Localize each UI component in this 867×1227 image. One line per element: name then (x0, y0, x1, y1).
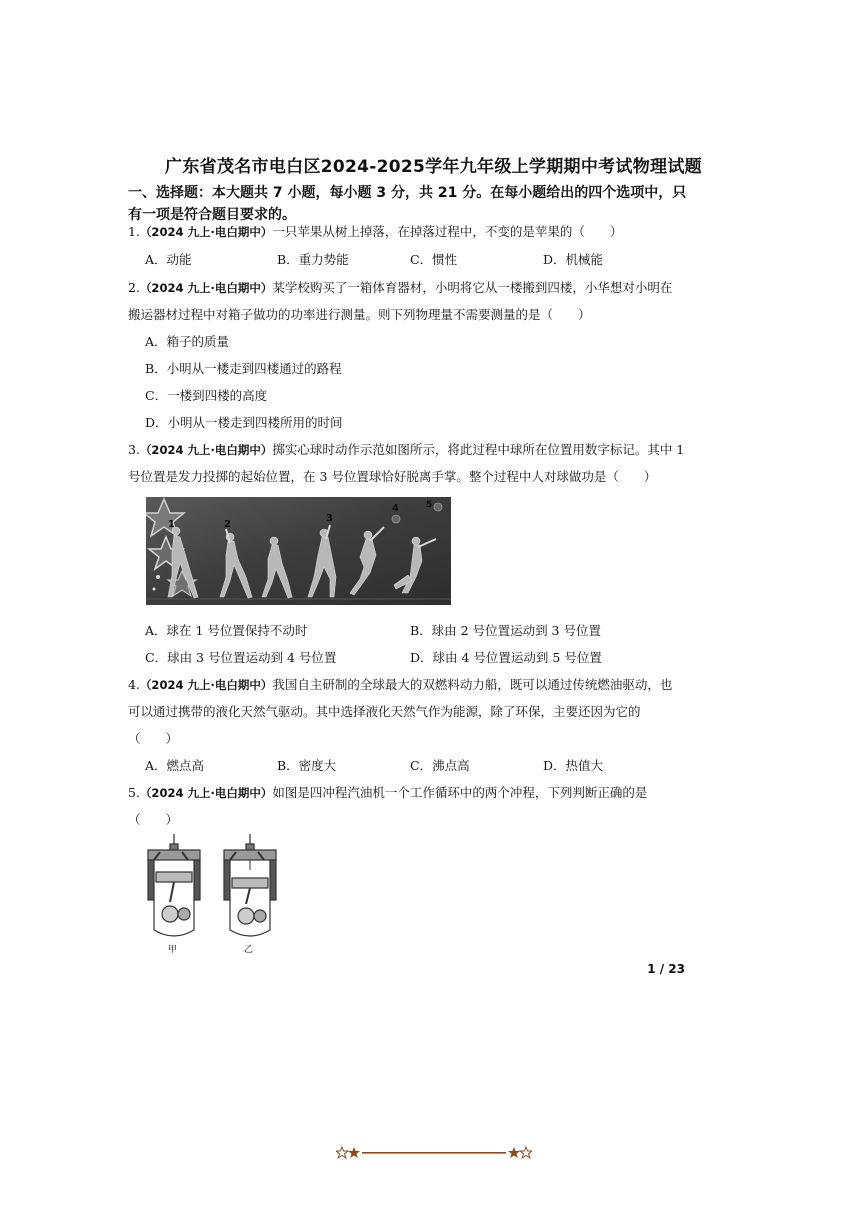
question-source: （2024 九上·电白期中） (139, 786, 273, 800)
question-1: 1.（2024 九上·电白期中）一只苹果从树上掉落，在掉落过程中，不变的是苹果的（ ） (128, 224, 623, 239)
star-icon (336, 1147, 348, 1158)
shot-put-figure (146, 497, 451, 605)
option-c: C．沸点高 (410, 758, 470, 773)
option-b: B．小明从一楼走到四楼通过的路程 (145, 361, 342, 376)
option-a: A．动能 (145, 252, 192, 267)
question-5: 5.（2024 九上·电白期中）如图是四冲程汽油机一个工作循环中的两个冲程，下列判断正确的是 (128, 785, 648, 800)
option-b: B．球由 2 号位置运动到 3 号位置 (410, 623, 601, 638)
option-c: C．惯性 (410, 252, 458, 267)
question-source: （2024 九上·电白期中） (139, 225, 273, 239)
position-label-2: 2 (224, 519, 231, 530)
question-2: 2.（2024 九上·电白期中）某学校购买了一箱体育器材，小明将它从一楼搬到四楼，小华想对小明在 (128, 280, 673, 295)
star-icon (520, 1147, 532, 1158)
question-2-line-2: 搬运器材过程中对箱子做功的功率进行测量。则下列物理量不需要测量的是（ ） (128, 307, 591, 322)
option-d: D．机械能 (543, 252, 604, 267)
option-a: A．箱子的质量 (145, 334, 230, 349)
star-icon (348, 1147, 360, 1158)
option-b: B．重力势能 (277, 252, 349, 267)
option-a: A．球在 1 号位置保持不动时 (145, 623, 308, 638)
engine-label-yi: 乙 (244, 945, 254, 955)
engine-strokes-figure (140, 830, 280, 955)
question-5-line-2: （ ） (128, 812, 179, 827)
position-label-5: 5 (426, 500, 433, 510)
page-number: 1 / 23 (647, 962, 685, 976)
question-4-line-3: （ ） (128, 731, 179, 746)
position-label-3: 3 (326, 513, 333, 524)
position-label-1: 1 (168, 519, 175, 530)
position-label-4: 4 (392, 503, 399, 514)
question-3: 3.（2024 九上·电白期中）掷实心球时动作示范如图所示，将此过程中球所在位置用数字标记。其中 1 (128, 442, 685, 457)
star-icon (508, 1147, 520, 1158)
page-title: 广东省茂名市电白区2024-2025学年九年级上学期期中考试物理试题 (165, 157, 702, 177)
option-c: C．球由 3 号位置运动到 4 号位置 (145, 650, 337, 665)
option-d: D．球由 4 号位置运动到 5 号位置 (410, 650, 602, 665)
question-source: （2024 九上·电白期中） (139, 678, 273, 692)
option-d: D．小明从一楼走到四楼所用的时间 (145, 415, 343, 430)
question-source: （2024 九上·电白期中） (139, 443, 273, 457)
engine-diagram (140, 830, 280, 955)
section-header: 一、选择题：本大题共 7 小题，每小题 3 分，共 21 分。在每小题给出的四个选项中，只有一项是符合题目要求的。 (128, 185, 687, 223)
engine-label-jia: 甲 (168, 945, 178, 955)
question-source: （2024 九上·电白期中） (139, 281, 273, 295)
option-b: B．密度大 (277, 758, 337, 773)
page-footer-decoration (336, 1145, 532, 1159)
question-4: 4.（2024 九上·电白期中）我国自主研制的全球最大的双燃料动力船，既可以通过传统燃油驱动，也 (128, 677, 673, 692)
option-c: C．一楼到四楼的高度 (145, 388, 268, 403)
option-a: A．燃点高 (145, 758, 205, 773)
question-3-line-2: 号位置是发力投掷的起始位置，在 3 号位置球恰好脱离手掌。整个过程中人对球做功是（ ） (128, 469, 657, 484)
shot-put-illustration (146, 497, 451, 605)
option-d: D．热值大 (543, 758, 604, 773)
question-4-line-2: 可以通过携带的液化天然气驱动。其中选择液化天然气作为能源，除了环保，主要还因为它的 (128, 704, 641, 719)
